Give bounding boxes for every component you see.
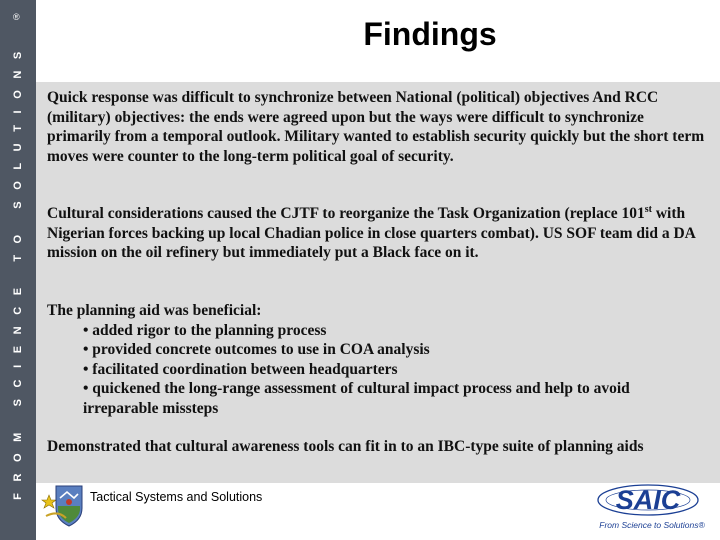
planning-aid-intro: The planning aid was beneficial: (47, 302, 262, 319)
ordinal-suffix: st (644, 203, 652, 215)
finding-paragraph-2 (47, 204, 707, 263)
finding-paragraph-4: Demonstrated that cultural awareness tools can fit in to an IBC-type suite of planning aids (47, 438, 644, 455)
planning-aid-bullet: • quickened the long-range assessment of cultural impact process and help to avoid irreparable missteps (83, 380, 630, 417)
logo-wordmark: SAIC (615, 485, 681, 515)
footer-label: Tactical Systems and Solutions (90, 490, 263, 504)
sidebar (0, 0, 36, 540)
finding-paragraph-2-end: with Nigerian forces backing up local Chadian police in close quarters combat). US SOF team did a DA mission on the oil refinery but immediately put a Black face on it. (47, 205, 695, 261)
planning-aid-bullet: • provided concrete outcomes to use in COA analysis (83, 341, 430, 358)
sidebar-trademark: ® (13, 12, 20, 22)
findings-content (36, 82, 720, 483)
logo-tagline: From Science to Solutions® (599, 520, 705, 530)
finding-paragraph-2-start: Cultural considerations caused the CJTF to reorganize the Task Organization (replace 101 (47, 205, 645, 222)
page-title: Findings (363, 16, 497, 52)
planning-aid-bullet: • facilitated coordination between headquarters (83, 360, 398, 378)
unit-emblem-icon (38, 482, 86, 528)
finding-paragraph-1: Quick response was difficult to synchronize between National (political) objectives And RCC (military) objectives: the ends were agreed upon but the ways were difficult to synchronize primarily from a temporal outlook. Military wanted to establish security quickly but the short term moves were counter to the long-term political goal of security. (47, 89, 705, 165)
finding-paragraph-3 (47, 301, 707, 418)
saic-logo-icon (592, 482, 714, 534)
planning-aid-bullet: • added rigor to the planning process (83, 321, 327, 339)
sidebar-slogan: FROM SCIENCE TO SOLUTIONS (12, 40, 24, 500)
